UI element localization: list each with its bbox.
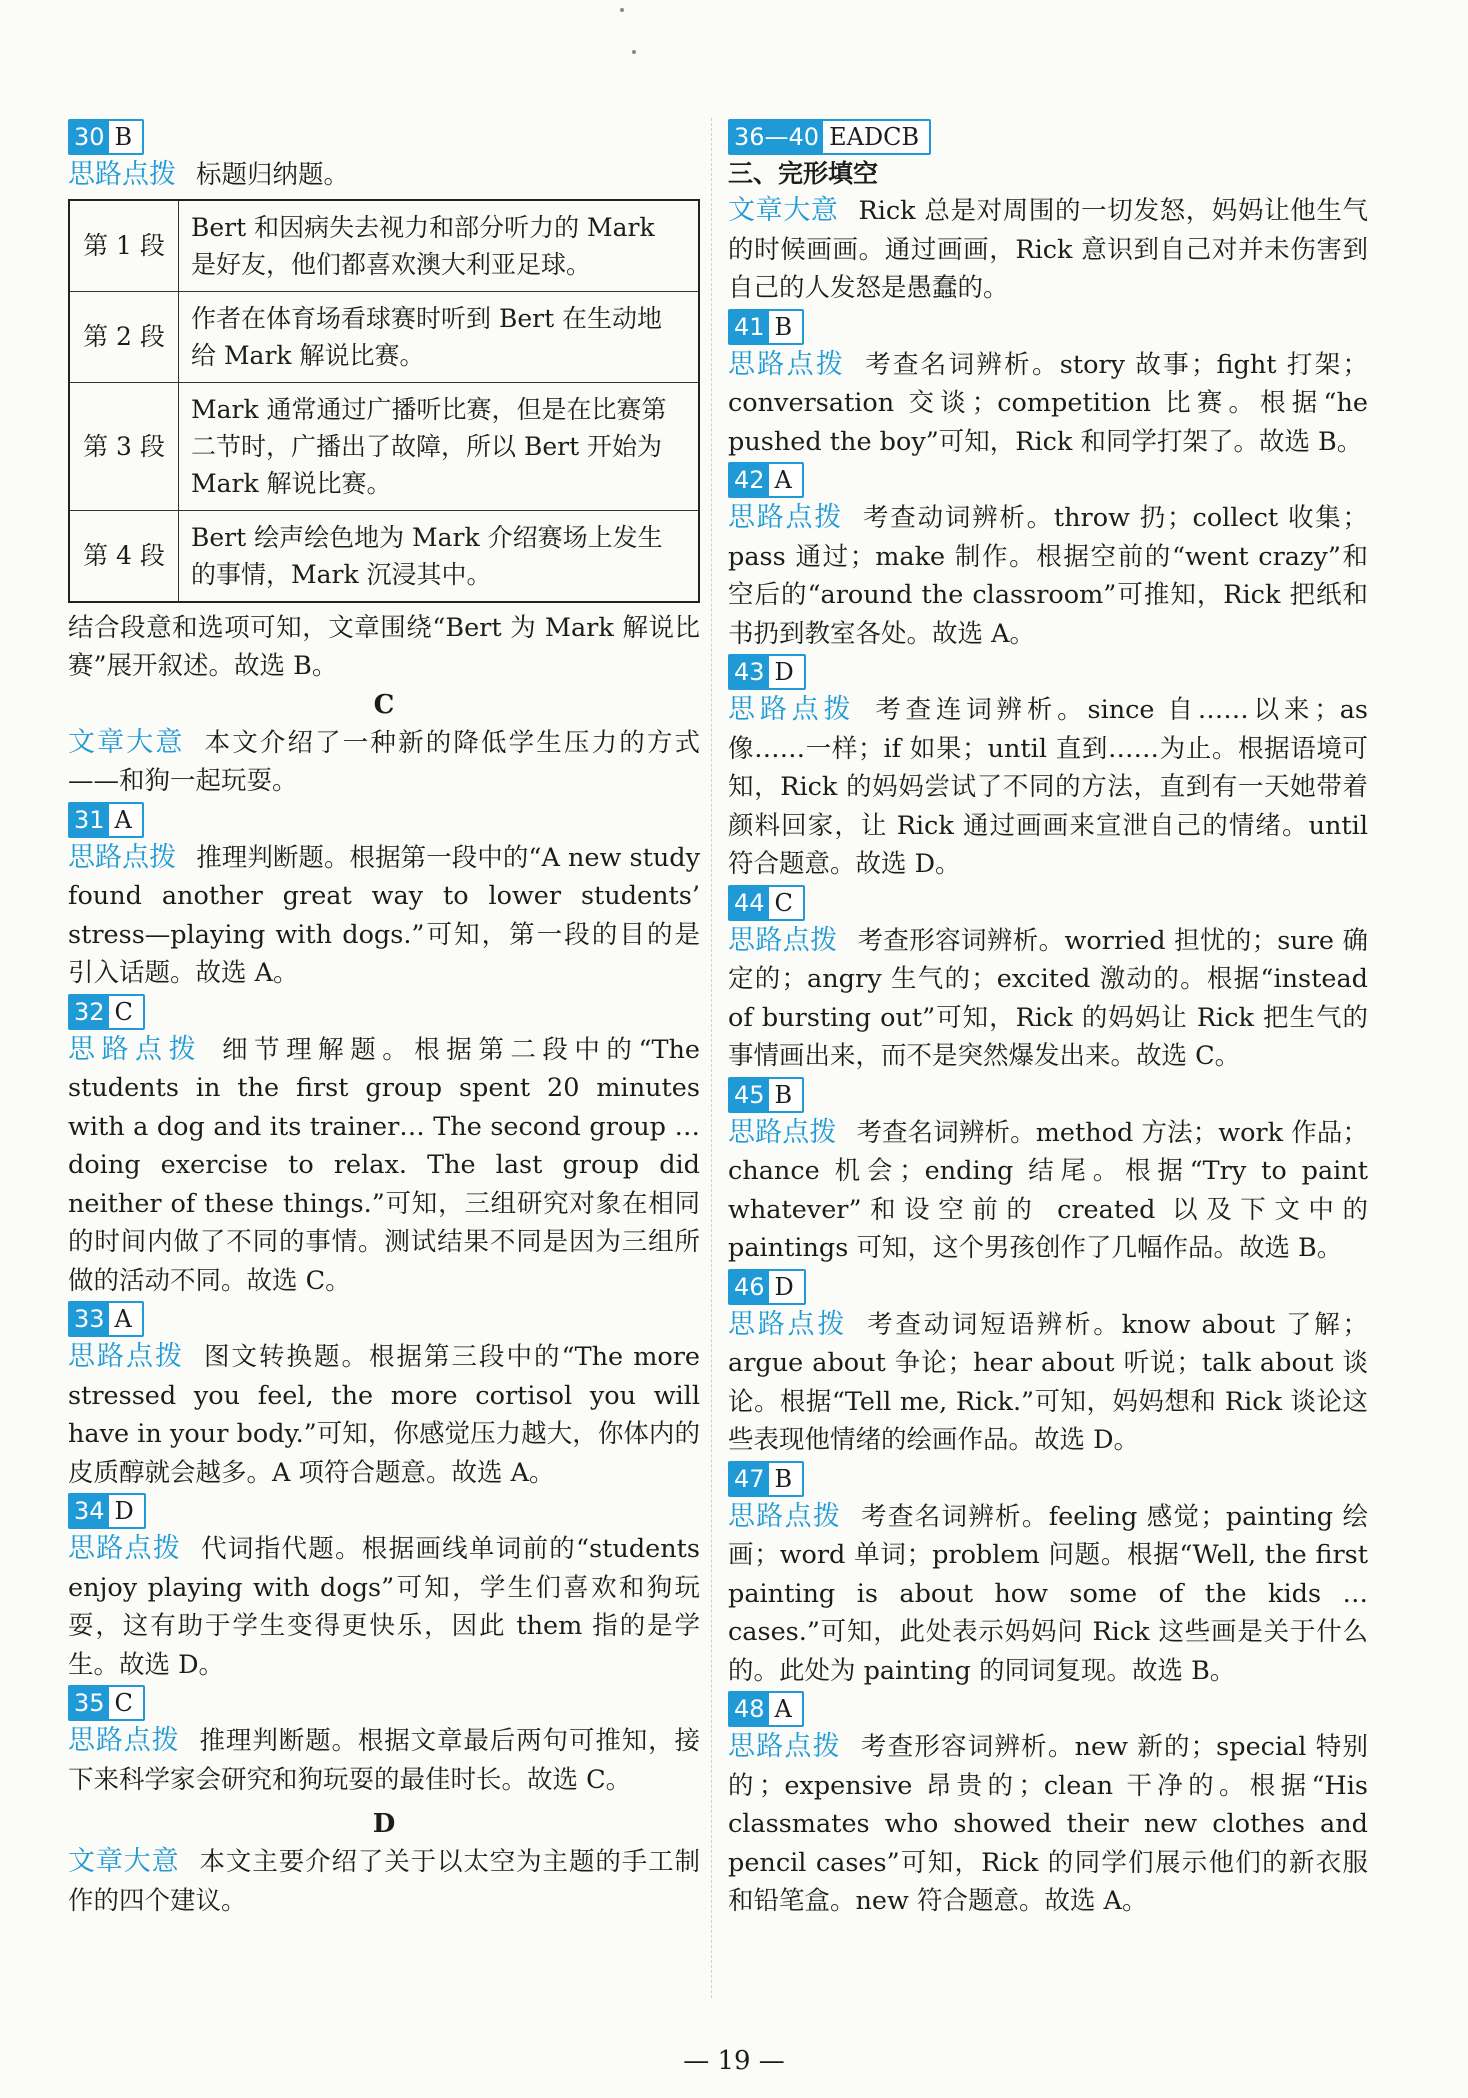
answer-badge bbox=[68, 1685, 145, 1721]
analysis-47 bbox=[728, 1498, 1368, 1691]
analysis-text: 推理判断题。根据第一段中的“A new study found another great way to lower students’ stress—playing with dogs.”可知，第一段的目的是引入话题。故选 A。 bbox=[68, 842, 700, 988]
paragraph-summary: Bert 和因病失去视力和部分听力的 Mark 是好友，他们都喜欢澳大利亚足球。 bbox=[179, 200, 700, 292]
analysis-text: 考查名词辨析。method 方法；work 作品；chance 机会；ending 结尾。根据“Try to paint whatever”和设空前的 created 以及下文中的 paintings 可知，这个男孩创作了几幅作品。故选 B。 bbox=[728, 1117, 1368, 1263]
hint-label: 思路点拨 bbox=[728, 1116, 837, 1148]
question-33 bbox=[68, 1300, 700, 1338]
question-45 bbox=[728, 1076, 1368, 1114]
table-row bbox=[69, 291, 699, 382]
answer-badge bbox=[728, 654, 806, 690]
cloze-section-heading: 三、完形填空 bbox=[728, 159, 879, 188]
answer-letter: C bbox=[109, 996, 143, 1028]
hint-label: 思路点拨 bbox=[68, 1033, 203, 1065]
question-35 bbox=[68, 1684, 700, 1722]
answer-letter: D bbox=[109, 1495, 144, 1527]
question-number: 31 bbox=[70, 804, 109, 836]
analysis-33 bbox=[68, 1338, 700, 1492]
hint-label: 思路点拨 bbox=[68, 1533, 182, 1564]
answer-letter: A bbox=[769, 1693, 802, 1725]
section-c-heading: C bbox=[373, 689, 395, 720]
analysis-text: 考查形容词辨析。new 新的；special 特别的；expensive 昂贵的；clean 干净的。根据“His classmates who showed their new clothes and pencil cases”可知，Rick 的同学们展示他们的新衣服和铅笔盒。new 符合题意。故选 A。 bbox=[728, 1732, 1368, 1916]
answer-letter: C bbox=[769, 887, 803, 919]
answer-badge bbox=[728, 1269, 806, 1305]
answer-letter: D bbox=[769, 656, 804, 688]
right-column bbox=[728, 118, 1368, 1921]
paragraph-label: 第 3 段 bbox=[69, 382, 179, 510]
conclusion-text: 结合段意和选项可知，文章围绕“Bert 为 Mark 解说比赛”展开叙述。故选 B。 bbox=[68, 612, 700, 681]
answer-letter: C bbox=[109, 1687, 143, 1719]
analysis-text: 标题归纳题。 bbox=[196, 160, 350, 190]
analysis-text: 考查连词辨析。since 自……以来；as 像……一样；if 如果；until 直到……为止。根据语境可知，Rick 的妈妈尝试了不同的方法，直到有一天她带着颜料回家，让 Rick 通过画画来宣泄自己的情绪。until 符合题意。故选 D。 bbox=[728, 695, 1368, 879]
question-32 bbox=[68, 993, 700, 1031]
answer-letter: B bbox=[769, 1079, 803, 1111]
analysis-text: 考查形容词辨析。worried 担忧的；sure 确定的；angry 生气的；excited 激动的。根据“instead of bursting out”可知，Rick 的妈妈让 Rick 把生气的事情画出来，而不是突然爆发出来。故选 C。 bbox=[728, 925, 1368, 1071]
paragraph-summary-table bbox=[68, 199, 700, 603]
analysis-text: 考查名词辨析。feeling 感觉；painting 绘画；word 单词；problem 问题。根据“Well, the first painting is about how some of the kids … cases.”可知，此处表示妈妈问 Rick 这些画是关于什么的。此处为 painting 的同词复现。故选 B。 bbox=[728, 1501, 1369, 1686]
analysis-42 bbox=[728, 499, 1368, 653]
paragraph-summary: Bert 绘声绘色地为 Mark 介绍赛场上发生的事情，Mark 沉浸其中。 bbox=[179, 510, 700, 602]
page-number: — 19 — bbox=[683, 2046, 785, 2076]
analysis-text: 考查名词辨析。story 故事；fight 打架；conversation 交谈；competition 比赛。根据“he pushed the boy”可知，Rick 和同学打架了。故选 B。 bbox=[728, 349, 1369, 457]
analysis-44 bbox=[728, 922, 1368, 1076]
analysis-text: 图文转换题。根据第三段中的“The more stressed you feel, the more cortisol you will have in your body.”可知，你感觉压力越大，你体内的皮质醇就会越多。A 项符合题意。故选 A。 bbox=[68, 1342, 701, 1488]
summary-label: 文章大意 bbox=[728, 195, 839, 226]
answer-letter: B bbox=[769, 1463, 803, 1495]
answer-badge bbox=[68, 802, 144, 838]
question-43 bbox=[728, 653, 1368, 691]
question-31 bbox=[68, 801, 700, 839]
answer-letter: A bbox=[769, 464, 802, 496]
question-34 bbox=[68, 1492, 700, 1530]
question-30 bbox=[68, 118, 700, 156]
question-number: 30 bbox=[70, 121, 109, 153]
hint-label: 思路点拨 bbox=[728, 348, 846, 380]
question-number: 45 bbox=[730, 1079, 769, 1111]
hint-label: 思路点拨 bbox=[68, 159, 176, 190]
paragraph-summary: 作者在体育场看球赛时听到 Bert 在生动地给 Mark 解说比赛。 bbox=[179, 291, 700, 382]
answer-letter: A bbox=[109, 804, 142, 836]
hint-label: 思路点拨 bbox=[68, 1725, 180, 1756]
answer-badge bbox=[728, 1691, 804, 1727]
paragraph-label: 第 1 段 bbox=[69, 200, 179, 292]
question-47 bbox=[728, 1460, 1368, 1498]
answer-badge bbox=[68, 119, 144, 155]
analysis-35 bbox=[68, 1722, 700, 1799]
hint-label: 思路点拨 bbox=[68, 1341, 185, 1372]
analysis-text: 推理判断题。根据文章最后两句可推知，接下来科学家会研究和狗玩耍的最佳时长。故选 C。 bbox=[68, 1726, 700, 1795]
answer-letter: B bbox=[109, 121, 143, 153]
paragraph-label: 第 2 段 bbox=[69, 291, 179, 382]
summary-label: 文章大意 bbox=[68, 726, 185, 758]
analysis-45 bbox=[728, 1114, 1368, 1268]
answer-badge bbox=[68, 1301, 144, 1337]
question-41 bbox=[728, 308, 1368, 346]
left-column bbox=[68, 118, 700, 1920]
answer-letter: A bbox=[109, 1303, 142, 1335]
analysis-46 bbox=[728, 1306, 1368, 1460]
section-d-heading: D bbox=[372, 1809, 396, 1839]
hint-label: 思路点拨 bbox=[728, 1500, 842, 1532]
question-number: 34 bbox=[70, 1495, 109, 1527]
column-divider bbox=[711, 118, 712, 1998]
question-number: 33 bbox=[70, 1303, 109, 1335]
analysis-34 bbox=[68, 1530, 700, 1684]
analysis-32 bbox=[68, 1031, 700, 1301]
question-number: 32 bbox=[70, 996, 109, 1028]
answer-badge bbox=[728, 1461, 804, 1497]
question-number: 47 bbox=[730, 1463, 769, 1495]
question-number: 48 bbox=[730, 1693, 769, 1725]
answer-letter: EADCB bbox=[823, 121, 929, 153]
question-number: 43 bbox=[730, 656, 769, 688]
paragraph-summary: Mark 通常通过广播听比赛，但是在比赛第二节时，广播出了故障，所以 Bert 开始为 Mark 解说比赛。 bbox=[179, 382, 700, 510]
hint-label: 思路点拨 bbox=[68, 841, 177, 873]
cloze-summary bbox=[728, 192, 1368, 308]
answer-badge bbox=[728, 885, 805, 921]
analysis-text: 考查动词辨析。throw 扔；collect 收集；pass 通过；make 制作。根据空前的“went crazy”和空后的“around the classroom”可推知，Rick 把纸和书扔到教室各处。故选 A。 bbox=[728, 503, 1368, 649]
analysis-41 bbox=[728, 346, 1368, 462]
hint-label: 思路点拨 bbox=[728, 1731, 841, 1762]
analysis-43 bbox=[728, 691, 1368, 884]
paragraph-label: 第 4 段 bbox=[69, 510, 179, 602]
answer-badge bbox=[68, 1493, 146, 1529]
question-36-40 bbox=[728, 118, 1368, 156]
question-number: 46 bbox=[730, 1271, 769, 1303]
table-row bbox=[69, 200, 699, 292]
answer-badge bbox=[728, 1077, 804, 1113]
question-42 bbox=[728, 461, 1368, 499]
analysis-48 bbox=[728, 1728, 1368, 1921]
answer-letter: D bbox=[769, 1271, 804, 1303]
analysis-text: 考查动词短语辨析。know about 了解；argue about 争论；hear about 听说；talk about 谈论。根据“Tell me, Rick.”可知，妈妈想和 Rick 谈论这些表现他情绪的绘画作品。故选 D。 bbox=[728, 1309, 1368, 1455]
answer-badge bbox=[728, 119, 931, 155]
hint-label: 思路点拨 bbox=[728, 1308, 848, 1340]
question-number: 41 bbox=[730, 311, 769, 343]
question-number: 44 bbox=[730, 887, 769, 919]
hint-label: 思路点拨 bbox=[728, 694, 856, 725]
answer-badge bbox=[68, 994, 145, 1030]
analysis-text: 细节理解题。根据第二段中的“The students in the first group spent 20 minutes with a dog and its trainer… The second group … doing exercise to relax. The last group did neither of these things.”可知，三组研究对象在相同的时间内做了不同的事情。测试结果不同是因为三组所做的活动不同。故选 C。 bbox=[68, 1034, 701, 1296]
summary-text: Rick 总是对周围的一切发怒，妈妈让他生气的时候画画。通过画画，Rick 意识到自己对并未伤害到自己的人发怒是愚蠢的。 bbox=[728, 196, 1369, 303]
question-number: 35 bbox=[70, 1687, 109, 1719]
summary-text: 本文主要介绍了关于以太空为主题的手工制作的四个建议。 bbox=[68, 1847, 700, 1916]
table-row bbox=[69, 382, 699, 510]
hint-label: 思路点拨 bbox=[728, 502, 844, 533]
question-46 bbox=[728, 1268, 1368, 1306]
question-number: 42 bbox=[730, 464, 769, 496]
hint-label: 思路点拨 bbox=[728, 924, 838, 956]
answer-letter: B bbox=[769, 311, 803, 343]
table-row bbox=[69, 510, 699, 602]
question-44 bbox=[728, 884, 1368, 922]
summary-label: 文章大意 bbox=[68, 1846, 180, 1877]
analysis-30 bbox=[68, 156, 700, 195]
answer-badge bbox=[728, 462, 804, 498]
summary-text: 本文介绍了一种新的降低学生压力的方式——和狗一起玩耍。 bbox=[68, 727, 700, 796]
section-d-summary bbox=[68, 1843, 700, 1920]
analysis-31 bbox=[68, 839, 700, 993]
section-c-summary bbox=[68, 724, 700, 801]
analysis-text: 代词指代题。根据画线单词前的“students enjoy playing with dogs”可知，学生们喜欢和狗玩耍，这有助于学生变得更快乐，因此 them 指的是学生。故选 D。 bbox=[68, 1534, 701, 1680]
answer-badge bbox=[728, 309, 804, 345]
question-number: 36—40 bbox=[730, 121, 823, 153]
question-48 bbox=[728, 1690, 1368, 1728]
